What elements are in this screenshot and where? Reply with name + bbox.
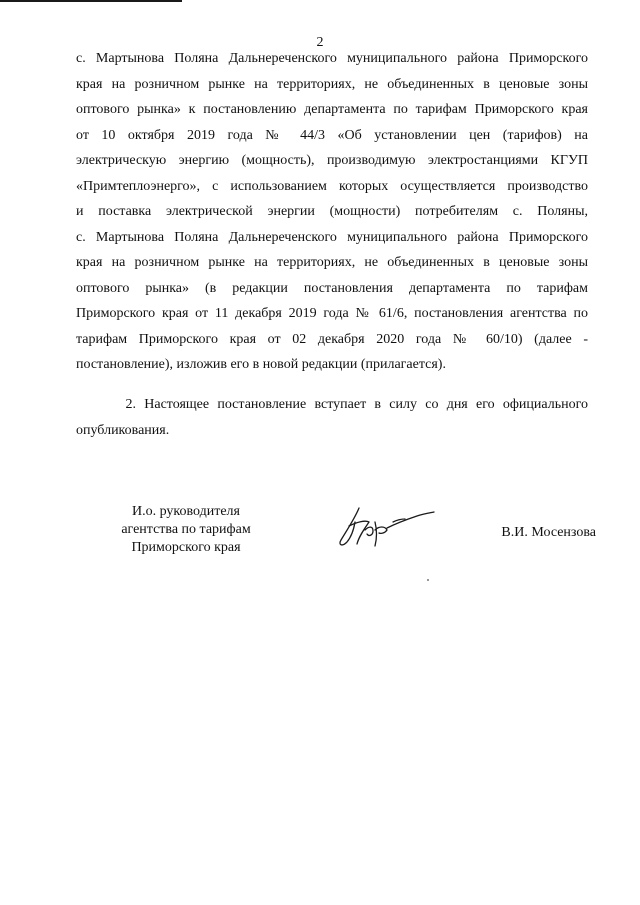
handwritten-signature: [335, 500, 435, 556]
text-line: с. Мартынова Поляна Дальнереченского муниципального района Приморского: [76, 229, 588, 245]
text-line: оптового рынка» (в редакции постановления департамента по тарифам: [76, 280, 588, 296]
signatory-title: [76, 503, 296, 557]
scan-edge-line: [0, 0, 182, 2]
signatory-title-line: агентства по тарифам: [121, 522, 251, 537]
text-line: Приморского края от 11 декабря 2019 года № 61/6, постановления агентства по: [76, 306, 588, 321]
text-line: с. Мартынова Поляна Дальнереченского муниципального района Приморского: [76, 51, 588, 66]
text-line: опубликования.: [76, 422, 170, 438]
signatory-title-line: И.о. руководителя: [131, 504, 240, 519]
text-line: и поставка электрической энергии (мощности) потребителям с. Поляны,: [76, 204, 588, 219]
text-line: «Примтеплоэнерго», с использованием которых осуществляется производство: [76, 178, 588, 194]
paragraph-1: [76, 46, 588, 378]
signatory-title-line: Приморского края: [131, 540, 241, 555]
text-line: постановление), изложив его в новой редакции (прилагается).: [76, 357, 446, 372]
signer-name: В.И. Мосензова: [501, 525, 596, 540]
text-line: от 10 октября 2019 года № 44/3 «Об установлении цен (тарифов) на: [76, 127, 588, 143]
scan-speck: [427, 579, 429, 581]
text-line: 2. Настоящее постановление вступает в силу со дня его официального: [76, 397, 588, 412]
text-line: оптового рынка» к постановлению департамента по тарифам Приморского края: [76, 102, 588, 117]
text-line: края на розничном рынке на территориях, не объединенных в ценовые зоны: [76, 255, 588, 270]
text-line: электрическую энергию (мощность), производимую электростанциями КГУП: [76, 153, 588, 168]
text-line: тарифам Приморского края от 02 декабря 2020 года № 60/10) (далее -: [76, 331, 588, 347]
page-number: 2: [316, 35, 324, 50]
text-line: края на розничном рынке на территориях, не объединенных в ценовые зоны: [76, 76, 588, 92]
paragraph-2: [76, 392, 588, 443]
